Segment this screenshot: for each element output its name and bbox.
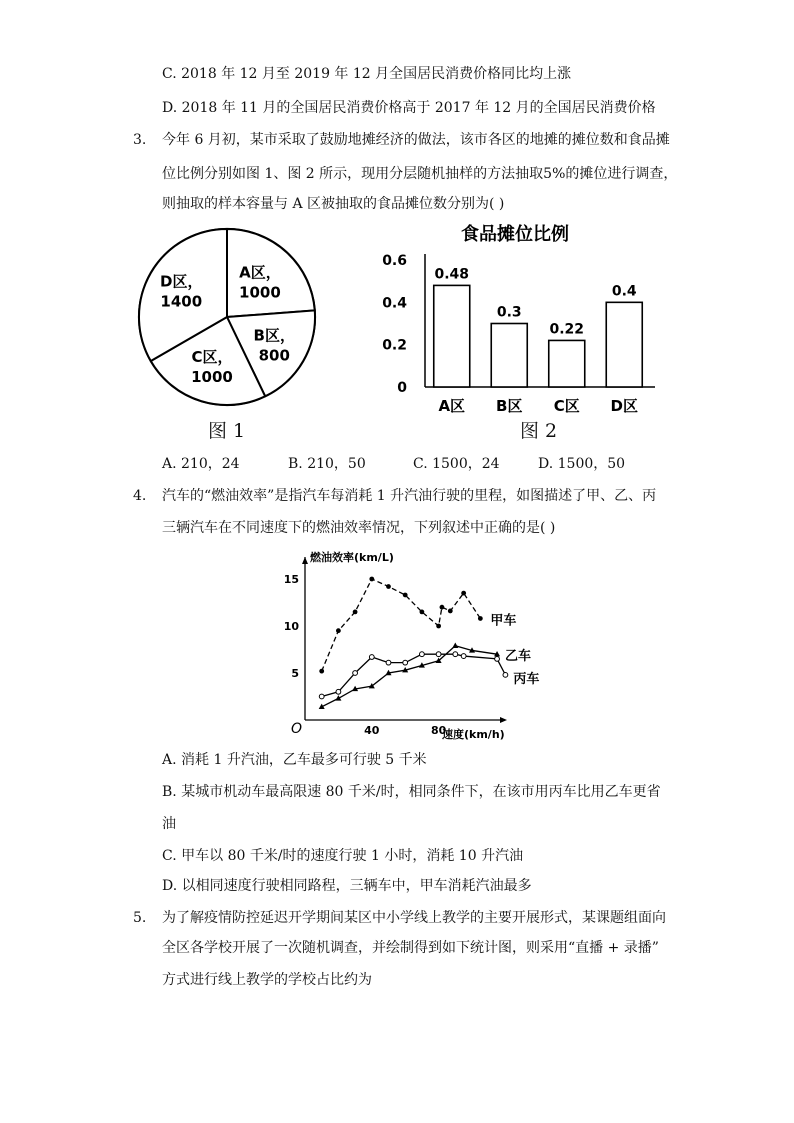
bar-chart: [360, 215, 660, 420]
pie-value-B区: 800: [258, 346, 290, 365]
pie-label-B区: B区，: [253, 326, 295, 345]
series-label-乙车: 乙车: [505, 649, 532, 665]
point-甲车: [369, 577, 374, 582]
line-x-label: 速度(km/h): [442, 728, 505, 741]
series-line-甲车: [322, 579, 481, 671]
q2-option-d: D. 2018 年 11 月的全国居民消费价格高于 2017 年 12 月的全国居民消费价格: [162, 100, 656, 116]
fig2-caption: 图 2: [520, 420, 558, 442]
point-丙车: [319, 694, 324, 699]
pie-chart: [130, 225, 325, 410]
q5-text-line2: 全区各学校开展了一次随机调查，并绘制得到如下统计图，则采用“直播 + 录播”: [162, 940, 659, 956]
bar-ytick-label: 0: [397, 380, 407, 396]
bar-ytick-label: 0.6: [382, 253, 407, 269]
q4-text-line1: 汽车的“燃油效率”是指汽车每消耗 1 升汽油行驶的里程，如图描述了甲、乙、丙: [162, 488, 657, 504]
q4-option-b-line2: 油: [162, 816, 176, 832]
point-丙车: [495, 657, 500, 662]
point-丙车: [461, 654, 466, 659]
point-甲车: [436, 624, 441, 629]
bar-category-label: D区: [610, 397, 638, 415]
point-丙车: [369, 655, 374, 660]
bar-ytick-label: 0.2: [382, 337, 407, 354]
q5-number: 5.: [133, 910, 147, 926]
point-丙车: [420, 652, 425, 657]
point-丙车: [353, 671, 358, 676]
q3-option-a: A. 210，24: [162, 456, 240, 472]
q3-text-line2: 位比例分别如图 1、图 2 所示，现用分层随机抽样的方法抽取5%的摊位进行调查，: [162, 166, 678, 182]
point-甲车: [420, 610, 425, 615]
point-甲车: [386, 584, 391, 589]
series-line-丙车: [322, 654, 506, 696]
line-xtick-label: 80: [430, 724, 447, 737]
point-丙车: [453, 652, 458, 657]
line-y-label: 燃油效率(km/L): [310, 551, 394, 564]
point-甲车: [478, 616, 483, 621]
q4-option-c: C. 甲车以 80 千米/时的速度行驶 1 小时，消耗 10 升汽油: [162, 848, 524, 864]
q5-text-line1: 为了解疫情防控延迟开学期间某区中小学线上教学的主要开展形式，某课题组面向: [162, 910, 666, 926]
point-甲车: [440, 605, 445, 610]
pie-label-A区: A区，: [239, 263, 281, 282]
point-甲车: [319, 669, 324, 674]
q3-option-d: D. 1500，50: [538, 456, 626, 472]
point-丙车: [503, 672, 508, 677]
point-甲车: [461, 591, 466, 596]
line-ytick-label: 15: [283, 573, 299, 586]
line-origin-label: O: [291, 721, 303, 737]
point-丙车: [403, 660, 408, 665]
bar-category-label: B区: [496, 397, 523, 415]
bar-value-label: 0.4: [611, 283, 637, 300]
point-甲车: [336, 628, 341, 633]
q4-option-a: A. 消耗 1 升汽油，乙车最多可行驶 5 千米: [162, 752, 427, 768]
pie-label-D区: D区，: [160, 272, 203, 291]
q3-text-line1: 今年 6 月初，某市采取了鼓励地摊经济的做法，该市各区的地摊的摊位数和食品摊: [162, 132, 670, 148]
q2-option-c: C. 2018 年 12 月至 2019 年 12 月全国居民消费价格同比均上涨: [162, 66, 572, 82]
pie-value-A区: 1000: [239, 283, 281, 302]
line-ytick-label: 10: [283, 620, 299, 633]
bar-value-label: 0.22: [549, 321, 585, 338]
point-丙车: [436, 652, 441, 657]
series-line-乙车: [322, 646, 497, 707]
line-xtick-label: 40: [364, 724, 380, 737]
q4-number: 4.: [133, 488, 147, 504]
series-label-甲车: 甲车: [490, 613, 517, 629]
bar-B区: [491, 324, 527, 388]
bar-value-label: 0.48: [434, 266, 470, 283]
point-甲车: [403, 593, 408, 598]
x-axis-arrow: [500, 717, 507, 723]
point-丙车: [336, 689, 341, 694]
line-ytick-label: 5: [291, 667, 299, 680]
line-chart: [280, 545, 540, 745]
q5-text-line3: 方式进行线上教学的学校占比约为: [162, 972, 372, 988]
point-甲车: [353, 610, 358, 615]
bar-chart-title: 食品摊位比例: [461, 224, 569, 245]
point-丙车: [386, 660, 391, 665]
bar-C区: [549, 340, 585, 387]
q4-option-d: D. 以相同速度行驶相同路程，三辆车中，甲车消耗汽油最多: [162, 878, 532, 894]
bar-category-label: C区: [553, 397, 580, 415]
q3-number: 3.: [133, 132, 147, 148]
bar-A区: [434, 285, 470, 387]
bar-ytick-label: 0.4: [382, 295, 407, 312]
q3-option-b: B. 210，50: [288, 456, 366, 472]
bar-D区: [606, 302, 642, 387]
pie-label-C区: C区，: [191, 347, 233, 366]
pie-value-C区: 1000: [191, 367, 233, 386]
pie-value-D区: 1400: [160, 292, 203, 311]
bar-value-label: 0.3: [496, 304, 522, 321]
y-axis-arrow: [302, 557, 308, 564]
q3-option-c: C. 1500，24: [413, 456, 500, 472]
q3-text-line3: 则抽取的样本容量与 A 区被抽取的食品摊位数分别为( ): [162, 196, 505, 212]
bar-category-label: A区: [438, 397, 466, 415]
q4-option-b-line1: B. 某城市机动车最高限速 80 千米/时，相同条件下，在该市用丙车比用乙车更省: [162, 784, 661, 800]
series-label-丙车: 丙车: [513, 671, 540, 687]
point-乙车: [452, 643, 458, 648]
fig1-caption: 图 1: [208, 420, 246, 442]
point-甲车: [448, 609, 453, 614]
q4-text-line2: 三辆汽车在不同速度下的燃油效率情况，下列叙述中正确的是( ): [162, 520, 556, 536]
